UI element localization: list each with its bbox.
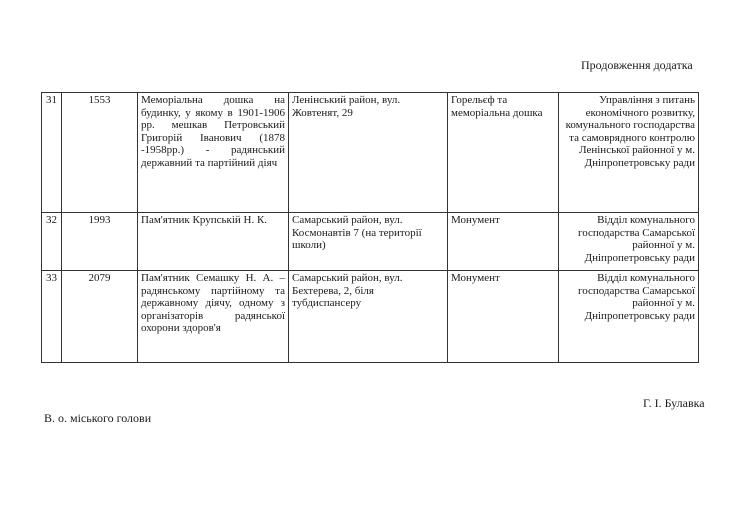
register-code: 2079 (62, 271, 138, 363)
monument-address: Самарський район, вул. Бехтерева, 2, біля тубдиспансеру (289, 271, 448, 363)
responsible-organization: Відділ комунального господарства Самарської районної у м. Дніпропетровську ради (559, 271, 699, 363)
continuation-note: Продовження додатка (581, 58, 693, 72)
signer-name: Г. І. Булавка (643, 396, 705, 410)
responsible-organization: Відділ комунального господарства Самарської районної у м. Дніпропетровську ради (559, 213, 699, 271)
monument-name: Пам'ятник Крупській Н. К. (138, 213, 289, 271)
table-row (42, 271, 699, 363)
table-row (42, 213, 699, 271)
row-number: 31 (42, 93, 62, 213)
row-number: 32 (42, 213, 62, 271)
monuments-table (41, 92, 699, 363)
monument-name: Меморіальна дошка на будинку, у якому в 1901-1906 рр. мешкав Петровський Григорій Іванович (1878 -1958рр.) - радянський державний та партійний діяч (138, 93, 289, 213)
monument-name: Пам'ятник Семашку Н. А. – радянському партійному та державному діячу, одному з організаторів радянської охорони здоров'я (138, 271, 289, 363)
responsible-organization: Управління з питань економічного розвитку, комунального господарства та самоврядного контролю Ленінської районної у м. Дніпропетровську ради (559, 93, 699, 213)
table-row (42, 93, 699, 213)
monument-address: Самарський район, вул. Космонавтів 7 (на території школи) (289, 213, 448, 271)
register-code: 1993 (62, 213, 138, 271)
signer-position: В. о. міського голови (44, 411, 152, 425)
register-code: 1553 (62, 93, 138, 213)
row-number: 33 (42, 271, 62, 363)
monument-type: Горельєф та меморіальна дошка (448, 93, 559, 213)
monument-type: Монумент (448, 213, 559, 271)
monument-address: Ленінський район, вул. Жовтенят, 29 (289, 93, 448, 213)
monument-type: Монумент (448, 271, 559, 363)
